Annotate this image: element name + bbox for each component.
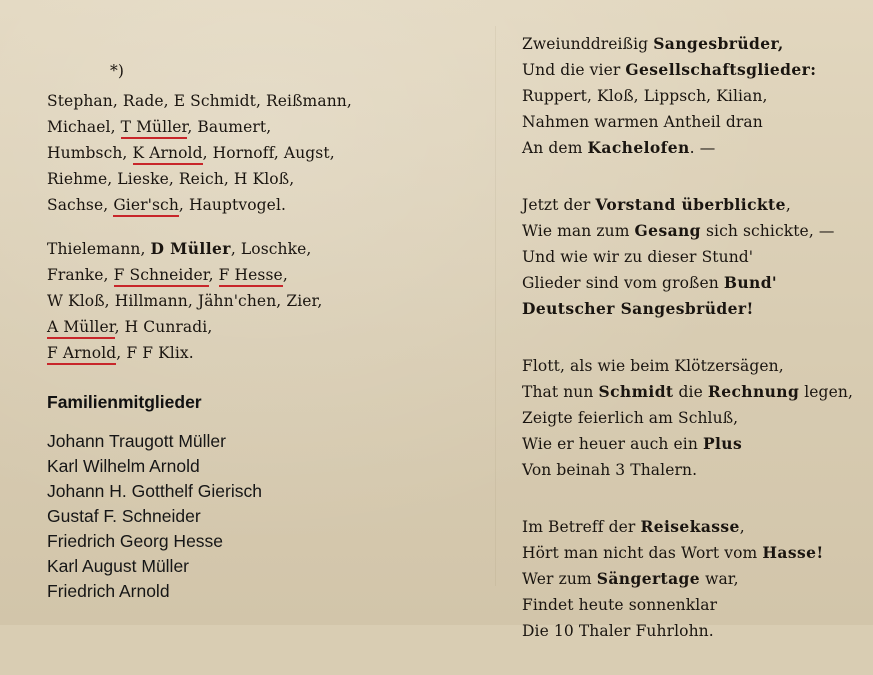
poem-line xyxy=(522,192,867,218)
text-run: W Kloß, Hillmann, Jähn'chen, Zier, xyxy=(47,292,323,310)
bold-word: Reisekasse xyxy=(640,517,740,536)
family-members-heading: Familienmitglieder xyxy=(47,392,202,412)
poem-stanza xyxy=(522,192,867,322)
name-list-block-1 xyxy=(47,88,352,218)
underlined-name: F Arnold xyxy=(47,344,116,365)
text-run: , Hauptvogel. xyxy=(178,196,287,214)
name-line xyxy=(47,166,352,192)
text-run: Zweiunddreißig xyxy=(522,35,654,53)
text-run: Michael, xyxy=(47,118,121,136)
text-run: sich schickte, — xyxy=(700,222,835,240)
poem-stanza xyxy=(522,31,867,161)
text-run: . — xyxy=(689,139,716,157)
text-run: Nahmen warmen Antheil dran xyxy=(522,113,763,131)
poem-line xyxy=(522,135,867,161)
bold-word: Gesellschaftsglieder: xyxy=(625,60,817,79)
text-run: Und wie wir zu dieser Stund' xyxy=(522,248,754,266)
family-member: Friedrich Georg Hesse xyxy=(47,531,224,551)
poem-stanza xyxy=(522,353,867,483)
family-member: Karl August Müller xyxy=(47,556,190,576)
text-run: , Loschke, xyxy=(230,240,312,258)
bold-word: D Müller xyxy=(150,239,231,258)
text-run: , H Cunradi, xyxy=(114,318,213,336)
text-run: Wer zum xyxy=(522,570,597,588)
bold-word: Vorstand überblickte xyxy=(595,195,786,214)
fold-shadow xyxy=(495,26,496,586)
poem-line xyxy=(522,540,867,566)
poem-line xyxy=(522,592,867,618)
poem-line xyxy=(522,379,867,405)
name-line xyxy=(47,114,352,140)
text-run: war, xyxy=(700,570,739,588)
text-run: Franke, xyxy=(47,266,114,284)
text-run: , xyxy=(282,266,288,284)
bold-word: Rechnung xyxy=(707,382,800,401)
underlined-name: T Müller xyxy=(121,118,188,139)
family-member: Karl Wilhelm Arnold xyxy=(47,456,200,476)
poem-line xyxy=(522,353,867,379)
name-line xyxy=(47,288,322,314)
text-run: Ruppert, Kloß, Lippsch, Kilian, xyxy=(522,87,768,105)
poem-line xyxy=(522,405,867,431)
text-run: , Baumert, xyxy=(187,118,272,136)
family-member: Gustaf F. Schneider xyxy=(47,506,201,526)
text-run: Flott, als wie beim Klötzersägen, xyxy=(522,357,784,375)
text-run: die xyxy=(673,383,708,401)
text-run: , xyxy=(785,196,791,214)
poem-line xyxy=(522,244,867,270)
bold-word: Sängertage xyxy=(596,569,701,588)
text-run: That nun xyxy=(522,383,599,401)
underlined-name: K Arnold xyxy=(133,144,203,165)
name-line xyxy=(47,236,322,262)
bold-word: Deutscher Sangesbrüder! xyxy=(522,299,754,318)
bold-word: Sangesbrüder, xyxy=(653,34,784,53)
family-member: Friedrich Arnold xyxy=(47,581,170,601)
poem-line xyxy=(522,83,867,109)
poem-line xyxy=(522,566,867,592)
text-run: Jetzt der xyxy=(522,196,596,214)
poem-line xyxy=(522,296,867,322)
poem-line xyxy=(522,618,867,644)
name-line xyxy=(47,140,352,166)
bold-word: Kachelofen xyxy=(587,138,690,157)
underlined-name: F Schneider xyxy=(114,266,209,287)
family-member: Johann H. Gotthelf Gierisch xyxy=(47,481,262,501)
name-line xyxy=(47,88,352,114)
poem-line xyxy=(522,457,867,483)
underlined-name: Gier'sch xyxy=(113,196,179,217)
name-line xyxy=(47,314,322,340)
text-run: Humbsch, xyxy=(47,144,133,162)
text-run: Im Betreff der xyxy=(522,518,641,536)
footnote-marker: *) xyxy=(110,62,124,80)
text-run: Wie man zum xyxy=(522,222,635,240)
text-run: Stephan, Rade, E Schmidt, Reißmann, xyxy=(47,92,352,110)
bold-word: Schmidt xyxy=(598,382,674,401)
name-line xyxy=(47,340,322,366)
name-line xyxy=(47,192,352,218)
text-run: Die 10 Thaler Fuhrlohn. xyxy=(522,622,714,640)
text-run: , xyxy=(208,266,219,284)
text-run: Und die vier xyxy=(522,61,626,79)
text-run: An dem xyxy=(522,139,588,157)
name-list-block-2 xyxy=(47,236,322,366)
underlined-name: A Müller xyxy=(47,318,115,339)
text-run: Hört man nicht das Wort vom xyxy=(522,544,763,562)
family-members-list xyxy=(47,429,262,604)
text-run: Thielemann, xyxy=(47,240,151,258)
text-run: Wie er heuer auch ein xyxy=(522,435,703,453)
text-run: Findet heute sonnenklar xyxy=(522,596,718,614)
poem-line xyxy=(522,270,867,296)
poem-line xyxy=(522,31,867,57)
bold-word: Bund' xyxy=(723,273,778,292)
text-run: , F F Klix. xyxy=(116,344,194,362)
poem-line xyxy=(522,514,867,540)
text-run: Riehme, Lieske, Reich, H Kloß, xyxy=(47,170,295,188)
text-run: Von beinah 3 Thalern. xyxy=(522,461,698,479)
text-run: Glieder sind vom großen xyxy=(522,274,724,292)
text-run: legen, xyxy=(799,383,853,401)
poem-column xyxy=(522,31,867,675)
text-run: Zeigte feierlich am Schluß, xyxy=(522,409,739,427)
text-run: Sachse, xyxy=(47,196,114,214)
text-run: , Hornoff, Augst, xyxy=(202,144,335,162)
poem-line xyxy=(522,218,867,244)
poem-line xyxy=(522,431,867,457)
poem-line xyxy=(522,57,867,83)
poem-line xyxy=(522,109,867,135)
bold-word: Hasse! xyxy=(762,543,824,562)
name-line xyxy=(47,262,322,288)
bold-word: Gesang xyxy=(634,221,701,240)
text-run: , xyxy=(739,518,745,536)
underlined-name: F Hesse xyxy=(219,266,283,287)
bold-word: Plus xyxy=(702,434,743,453)
family-member: Johann Traugott Müller xyxy=(47,431,226,451)
